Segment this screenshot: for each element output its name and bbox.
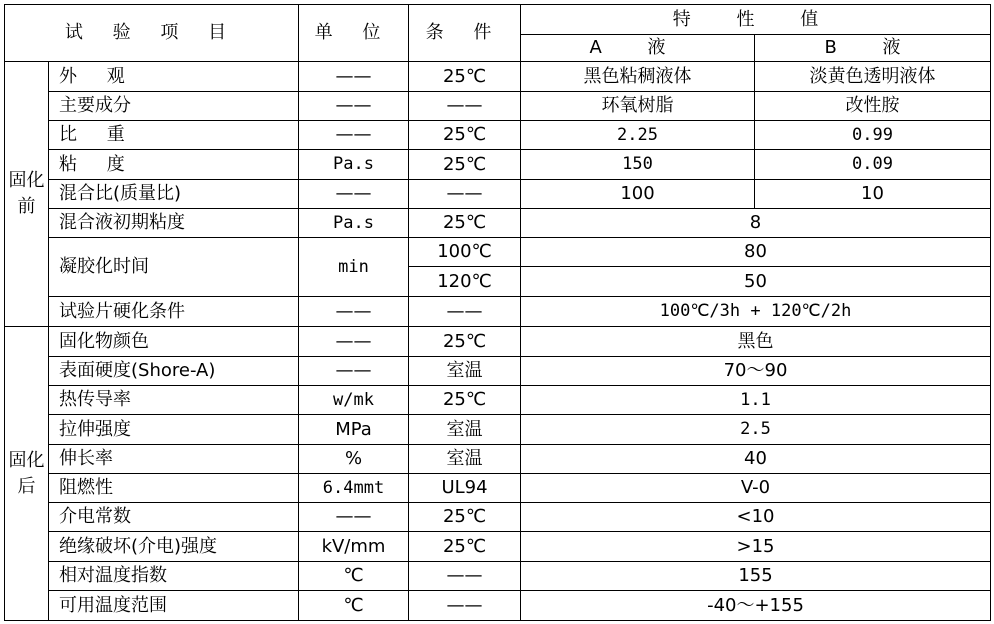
row-unit: min [299, 238, 409, 297]
row-condition: 室温 [409, 357, 521, 386]
header-b: B 液 [755, 35, 991, 62]
row-unit: Pa.s [299, 209, 409, 238]
row-value-a: 2.25 [521, 121, 755, 150]
row-item: 可用温度范围 [49, 591, 299, 621]
row-item: 热传导率 [49, 386, 299, 415]
row-item: 试验片硬化条件 [49, 297, 299, 327]
row-unit: —— [299, 180, 409, 209]
row-item: 混合液初期粘度 [49, 209, 299, 238]
row-condition: —— [409, 591, 521, 621]
group-label-after: 固化后 [5, 327, 49, 621]
row-condition: 25℃ [409, 150, 521, 180]
row-value: 黑色 [521, 327, 991, 357]
row-value: 70～90 [521, 357, 991, 386]
row-value: <10 [521, 503, 991, 532]
row-unit: —— [299, 357, 409, 386]
row-unit: —— [299, 121, 409, 150]
row-value: 50 [521, 267, 991, 297]
row-unit: —— [299, 297, 409, 327]
row-condition: 25℃ [409, 503, 521, 532]
table-row [5, 238, 991, 267]
table-row [5, 503, 991, 532]
row-value-b: 0.99 [755, 121, 991, 150]
row-item: 表面硬度(Shore-A) [49, 357, 299, 386]
row-unit: —— [299, 503, 409, 532]
row-condition: —— [409, 180, 521, 209]
row-unit: ℃ [299, 591, 409, 621]
row-unit: 6.4mmt [299, 474, 409, 503]
row-unit: Pa.s [299, 150, 409, 180]
row-unit: MPa [299, 415, 409, 445]
header-item: 试 验 项 目 [5, 5, 299, 62]
row-value: 2.5 [521, 415, 991, 445]
row-unit: —— [299, 62, 409, 92]
row-value: 40 [521, 445, 991, 474]
row-item: 外 观 [49, 62, 299, 92]
row-value-b: 淡黄色透明液体 [755, 62, 991, 92]
table-row [5, 474, 991, 503]
header-condition: 条 件 [409, 5, 521, 62]
row-value: 1.1 [521, 386, 991, 415]
table-row [5, 297, 991, 327]
row-condition: —— [409, 297, 521, 327]
table-row [5, 327, 991, 357]
row-item: 固化物颜色 [49, 327, 299, 357]
header-value: 特 性 值 [521, 5, 991, 35]
row-condition: 120℃ [409, 267, 521, 297]
spec-table [4, 4, 991, 621]
row-unit: kV/mm [299, 532, 409, 562]
table-row [5, 121, 991, 150]
table-row [5, 150, 991, 180]
row-value: >15 [521, 532, 991, 562]
row-condition: 25℃ [409, 62, 521, 92]
row-condition: 25℃ [409, 386, 521, 415]
row-unit: % [299, 445, 409, 474]
row-value: 8 [521, 209, 991, 238]
table-row [5, 357, 991, 386]
row-value: V-0 [521, 474, 991, 503]
table-row [5, 415, 991, 445]
row-item: 粘 度 [49, 150, 299, 180]
table-row [5, 62, 991, 92]
row-value-b: 10 [755, 180, 991, 209]
row-value: 155 [521, 562, 991, 591]
row-condition: 室温 [409, 415, 521, 445]
row-item: 比 重 [49, 121, 299, 150]
row-condition: 25℃ [409, 532, 521, 562]
header-unit: 单 位 [299, 5, 409, 62]
row-value-a: 150 [521, 150, 755, 180]
table-row [5, 562, 991, 591]
row-value: -40～+155 [521, 591, 991, 621]
row-unit: —— [299, 327, 409, 357]
row-condition: UL94 [409, 474, 521, 503]
table-row [5, 180, 991, 209]
row-item: 绝缘破坏(介电)强度 [49, 532, 299, 562]
table-row [5, 92, 991, 121]
row-value-a: 100 [521, 180, 755, 209]
table-row [5, 532, 991, 562]
row-condition: —— [409, 562, 521, 591]
row-condition: 25℃ [409, 209, 521, 238]
row-unit: w/mk [299, 386, 409, 415]
row-item: 阻燃性 [49, 474, 299, 503]
row-unit: —— [299, 92, 409, 121]
row-item: 凝胶化时间 [49, 238, 299, 297]
row-item: 混合比(质量比) [49, 180, 299, 209]
row-item: 介电常数 [49, 503, 299, 532]
row-condition: 25℃ [409, 121, 521, 150]
table-row [5, 209, 991, 238]
row-condition: 室温 [409, 445, 521, 474]
row-value-a: 环氧树脂 [521, 92, 755, 121]
header-a: A 液 [521, 35, 755, 62]
row-condition: 25℃ [409, 327, 521, 357]
row-unit: ℃ [299, 562, 409, 591]
row-item: 相对温度指数 [49, 562, 299, 591]
row-value-b: 改性胺 [755, 92, 991, 121]
row-condition: —— [409, 92, 521, 121]
row-item: 伸长率 [49, 445, 299, 474]
row-condition: 100℃ [409, 238, 521, 267]
group-label-before: 固化前 [5, 62, 49, 327]
table-row [5, 591, 991, 621]
row-value-b: 0.09 [755, 150, 991, 180]
row-value: 100℃/3h + 120℃/2h [521, 297, 991, 327]
row-value: 80 [521, 238, 991, 267]
row-value-a: 黑色粘稠液体 [521, 62, 755, 92]
table-row [5, 445, 991, 474]
row-item: 主要成分 [49, 92, 299, 121]
table-row [5, 386, 991, 415]
row-item: 拉伸强度 [49, 415, 299, 445]
